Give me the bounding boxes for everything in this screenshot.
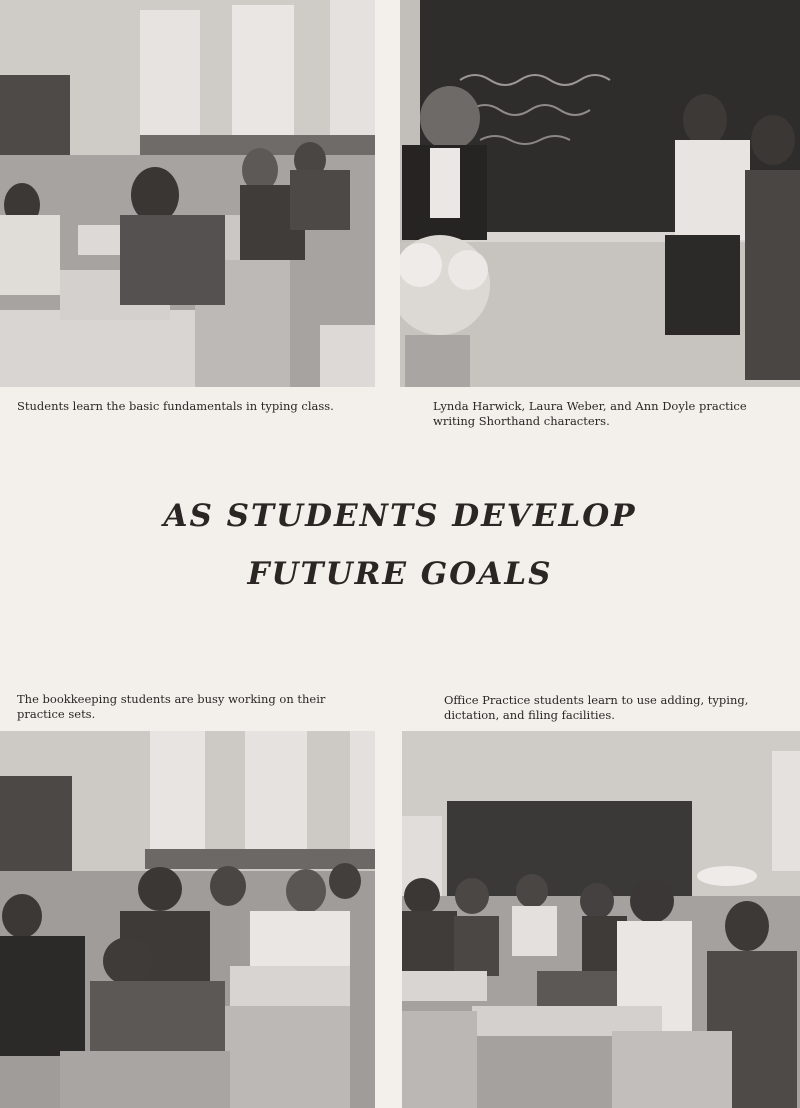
office-practice-caption: Office Practice students learn to use adding, typing, dictation, and filing facilities. — [444, 693, 749, 722]
typing-class-caption: Students learn the basic fundamentals in typing class. — [17, 399, 334, 413]
headline-line-2: FUTURE GOALS — [247, 556, 553, 592]
shorthand-practice-photo — [400, 0, 800, 387]
bookkeeping-class-photo — [0, 731, 375, 1108]
bookkeeping-caption: The bookkeeping students are busy working on their practice sets. — [17, 692, 326, 721]
shorthand-practice-caption: Lynda Harwick, Laura Weber, and Ann Doyle practice writing Shorthand characters. — [433, 399, 747, 428]
typing-class-photo — [0, 0, 375, 387]
headline-line-1: AS STUDENTS DEVELOP — [163, 498, 637, 534]
office-practice-photo — [402, 731, 800, 1108]
